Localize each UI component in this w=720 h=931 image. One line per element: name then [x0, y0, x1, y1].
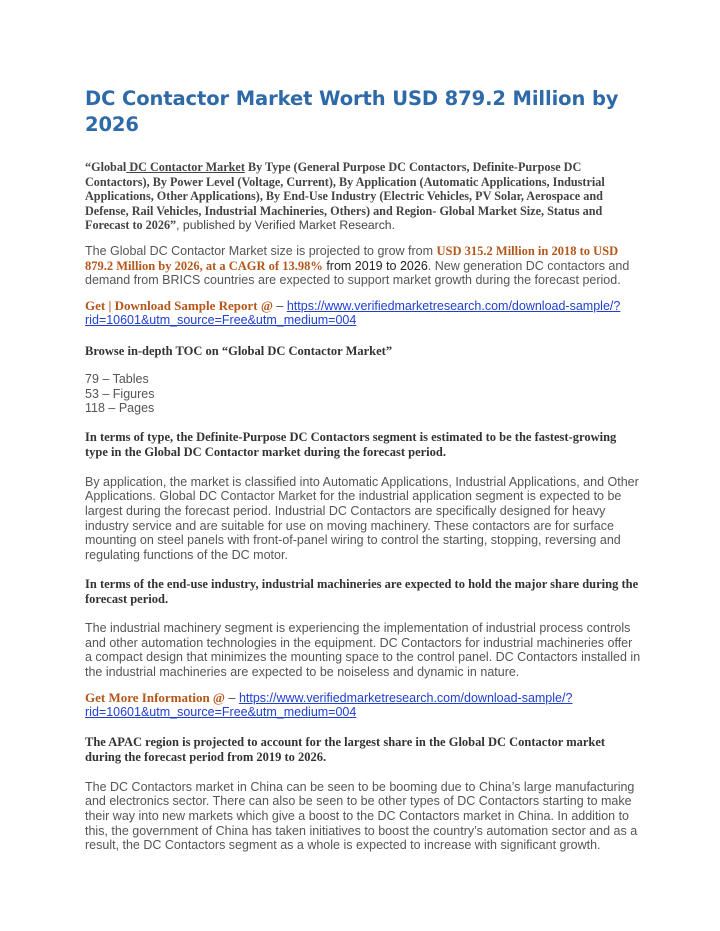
more-info-line	[85, 691, 641, 720]
market-size-pre: The Global DC Contactor Market size is projected to grow from	[85, 243, 437, 258]
toc-stat-pages: 118 – Pages	[85, 401, 155, 416]
publisher-text: , published by Verified Market Research.	[176, 218, 395, 233]
toc-heading: Browse in-depth TOC on “Global DC Contactor Market”	[85, 343, 393, 358]
report-title-text: By Type (General Purpose DC Contactors, Definite-Purpose DC Contactors), By Power Level (Voltage, Current), By Application (Automatic Applications, Industrial Applications, Other Applications), By End-Use Industry (Electric Vehicles, PV Solar, Aerospace and Defense, Rail Vehicles, Industrial Machineries, Others) and Region- Global Market Size, Status and Forecast to 2026”	[85, 160, 605, 233]
toc-stat-tables: 79 – Tables	[85, 371, 149, 386]
more-info-label: Get More Information @	[85, 689, 226, 705]
market-name-link[interactable]: DC Contactor Market	[126, 160, 245, 174]
market-size-highlight: USD 315.2 Million in 2018 to USD 879.2 Million by 2026, at a CAGR of 13.98%	[85, 243, 619, 273]
toc-stats-list	[85, 372, 641, 416]
type-heading: In terms of type, the Definite-Purpose DC Contactors segment is estimated to be the fastest-growing type in the Global DC Contactor market during the forecast period.	[85, 429, 617, 459]
sample-report-link[interactable]: https://www.verifiedmarketresearch.com/download-sample/?rid=10601&utm_source=Free&utm_medium=004	[85, 298, 621, 328]
more-info-link[interactable]: https://www.verifiedmarketresearch.com/download-sample/?rid=10601&utm_source=Free&utm_medium=004	[85, 690, 573, 720]
toc-stat-figures: 53 – Figures	[85, 386, 155, 401]
page-title: DC Contactor Market Worth USD 879.2 Million by 2026	[85, 87, 619, 136]
sample-report-label: Get | Download Sample Report @	[85, 297, 273, 313]
intro-paragraph	[85, 160, 641, 233]
sample-report-dash: –	[272, 298, 287, 313]
sample-report-line	[85, 299, 641, 328]
market-size-mid: from 2019 to 2026	[322, 258, 428, 273]
market-size-paragraph	[85, 244, 641, 288]
intro-open-quote: “Global	[85, 160, 127, 174]
china-paragraph: The DC Contactors market in China can be seen to be booming due to China’s large manufacturing and electronics sector. There can also be seen to be other types of DC Contactors starting to make their way into new markets which give a boost to the DC Contactors market in China. In addition to this, the government of China has taken initiatives to boost the country’s automation sector and as a result, the DC Contactors segment as a whole is expected to increase with significant growth.	[85, 779, 638, 853]
market-size-post: . New generation DC contactors and demand from BRICS countries are expected to support market growth during the forecast period.	[85, 258, 630, 288]
apac-heading: The APAC region is projected to account for the largest share in the Global DC Contactor market during the forecast period from 2019 to 2026.	[85, 734, 606, 764]
document-body	[85, 86, 641, 853]
machinery-paragraph: The industrial machinery segment is experiencing the implementation of industrial process controls and other automation technologies in the equipment. DC Contactors for industrial machineries offer a compact design that minimizes the mounting space to the control panel. DC Contactors installed in the industrial machineries are expected to be noiseless and dynamic in nature.	[85, 621, 641, 680]
more-info-dash: –	[225, 690, 239, 705]
application-paragraph: By application, the market is classified into Automatic Applications, Industrial Applications, and Other Applications. Global DC Contactor Market for the industrial application segment is expected to be largest during the forecast period. Industrial DC Contactors are specifically designed for heavy industry service and are suitable for use on moving machinery. These contactors are for surface mounting on steel panels with front-of-panel wiring to control the starting, stopping, reversing and regulating functions of the DC motor.	[85, 474, 639, 562]
enduse-heading: In terms of the end-use industry, industrial machineries are expected to hold the major share during the forecast period.	[85, 577, 639, 607]
